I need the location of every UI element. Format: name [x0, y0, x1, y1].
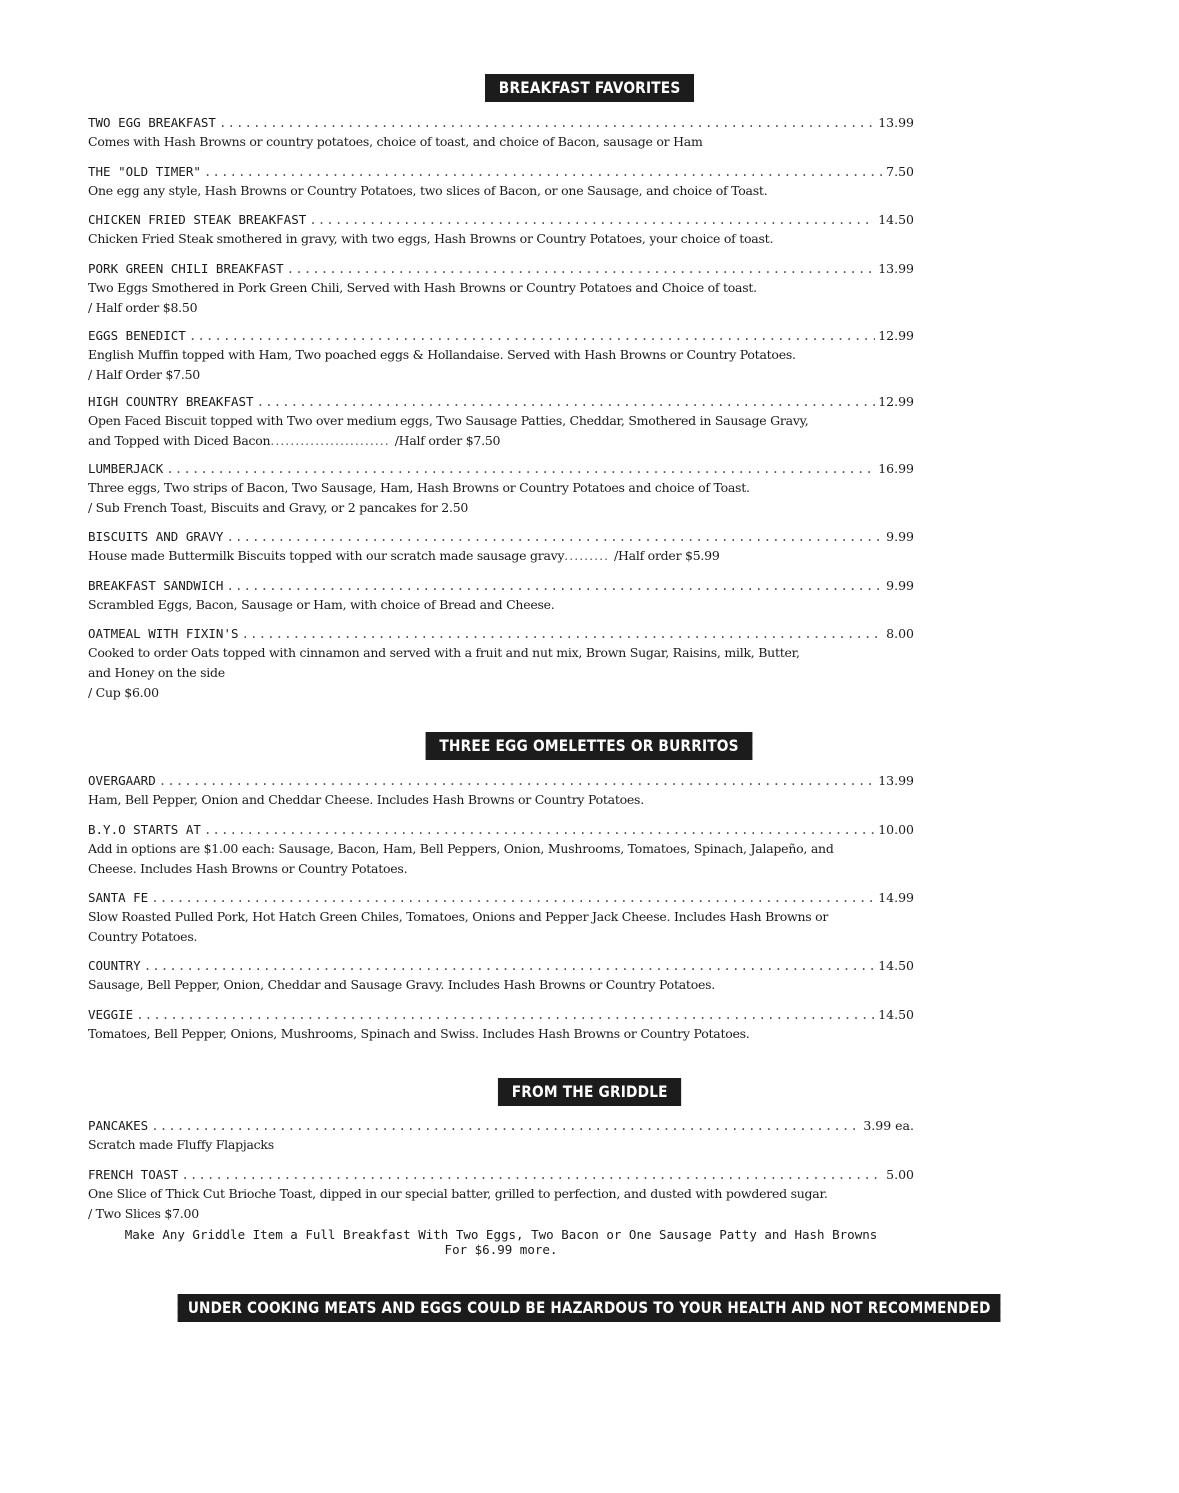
- menu-item: [88, 772, 914, 809]
- item-price: 12.99: [878, 328, 914, 343]
- menu-item: [88, 211, 914, 248]
- item-name: OVERGAARD: [88, 773, 156, 788]
- item-description: Ham, Bell Pepper, Onion and Cheddar Cheese. Includes Hash Browns or Country Potatoes.: [88, 792, 644, 807]
- item-description: Add in options are $1.00 each: Sausage, Bacon, Ham, Bell Peppers, Onion, Mushrooms, Tomatoes, Spinach, Jalapeño, and: [88, 841, 834, 856]
- menu-item: [88, 889, 914, 946]
- item-name: HIGH COUNTRY BREAKFAST: [88, 394, 254, 409]
- item-description: Slow Roasted Pulled Pork, Hot Hatch Green Chiles, Tomatoes, Onions and Pepper Jack Cheese. Includes Hash Browns or: [88, 909, 829, 924]
- item-description: House made Buttermilk Biscuits topped with our scratch made sausage gravy: [88, 548, 565, 563]
- section-title: FROM THE GRIDDLE: [498, 1078, 682, 1106]
- menu-item: HIGH COUNTRY BREAKFAST ..... 12.99 Open Faced Biscuit topped with Two over medium eggs, Two Sausage Patties, Cheddar, Smothered in Sausage Gravy, and Topped with Diced Bacon........................ /Half order $7.50: [88, 393, 914, 450]
- item-name: VEGGIE: [88, 1007, 134, 1022]
- item-description: Cooked to order Oats topped with cinnamon and served with a fruit and nut mix, Brown Sugar, Raisins, milk, Butter,: [88, 645, 800, 660]
- item-name: TWO EGG BREAKFAST: [88, 115, 216, 130]
- section-header-griddle: [0, 1078, 1179, 1106]
- item-name: PORK GREEN CHILI BREAKFAST: [88, 261, 284, 276]
- item-description-cont: and Topped with Diced Bacon: [88, 433, 271, 448]
- item-name: FRENCH TOAST: [88, 1167, 179, 1182]
- item-substitution: / Sub French Toast, Biscuits and Gravy, or 2 pancakes for 2.50: [88, 500, 469, 515]
- griddle-note: [88, 1227, 914, 1257]
- section-header-omelettes: [0, 732, 1179, 760]
- item-name: PANCAKES: [88, 1118, 149, 1133]
- item-price: 7.50: [886, 164, 914, 179]
- section-title: BREAKFAST FAVORITES: [485, 74, 694, 102]
- item-name: BREAKFAST SANDWICH: [88, 578, 224, 593]
- item-price: 14.50: [878, 212, 914, 227]
- item-description: One Slice of Thick Cut Brioche Toast, dipped in our special batter, grilled to perfection, and dusted with powdered sugar.: [88, 1186, 828, 1201]
- menu-item: [88, 260, 914, 317]
- item-description-cont: Country Potatoes.: [88, 929, 198, 944]
- item-price: 9.99: [886, 578, 914, 593]
- item-price: 14.50: [878, 958, 914, 973]
- item-description: English Muffin topped with Ham, Two poached eggs & Hollandaise. Served with Hash Browns or Country Potatoes.: [88, 347, 796, 362]
- item-name: THE "OLD TIMER": [88, 164, 201, 179]
- menu-item: [88, 1006, 914, 1043]
- menu-item: [88, 625, 914, 702]
- item-price: 8.00: [886, 626, 914, 641]
- item-two-slices: / Two Slices $7.00: [88, 1206, 199, 1221]
- griddle-note-line2: For $6.99 more.: [444, 1242, 558, 1257]
- item-price: 13.99: [878, 115, 914, 130]
- menu-item: [88, 1117, 914, 1154]
- item-name: LUMBERJACK: [88, 461, 164, 476]
- item-name: CHICKEN FRIED STEAK BREAKFAST: [88, 212, 307, 227]
- item-name: OATMEAL WITH FIXIN'S: [88, 626, 239, 641]
- menu-item: [88, 1166, 914, 1223]
- griddle-note-line1: Make Any Griddle Item a Full Breakfast With Two Eggs, Two Bacon or One Sausage Patty and Hash Browns: [124, 1227, 878, 1242]
- menu-item: [88, 957, 914, 994]
- item-description-cont: Cheese. Includes Hash Browns or Country Potatoes.: [88, 861, 408, 876]
- item-description: Three eggs, Two strips of Bacon, Two Sausage, Ham, Hash Browns or Country Potatoes and choice of Toast.: [88, 480, 750, 495]
- item-price: 14.50: [878, 1007, 914, 1022]
- item-price: 10.00: [878, 822, 914, 837]
- item-name: EGGS BENEDICT: [88, 328, 186, 343]
- item-price: 9.99: [886, 529, 914, 544]
- section-title: THREE EGG OMELETTES OR BURRITOS: [426, 732, 753, 760]
- item-name: B.Y.O STARTS AT: [88, 822, 201, 837]
- item-half-order: /Half order $7.50: [394, 433, 501, 448]
- item-description: Two Eggs Smothered in Pork Green Chili, Served with Hash Browns or Country Potatoes and Choice of toast.: [88, 280, 757, 295]
- item-price: 12.99: [878, 394, 914, 409]
- item-description: Comes with Hash Browns or country potatoes, choice of toast, and choice of Bacon, sausage or Ham: [88, 134, 703, 149]
- menu-item: [88, 327, 914, 384]
- item-name: SANTA FE: [88, 890, 149, 905]
- health-warning-text: UNDER COOKING MEATS AND EGGS COULD BE HAZARDOUS TO YOUR HEALTH AND NOT RECOMMENDED: [178, 1294, 1001, 1322]
- item-name: BISCUITS AND GRAVY: [88, 529, 224, 544]
- menu-item: [88, 163, 914, 200]
- item-price: 14.99: [878, 890, 914, 905]
- item-description: Sausage, Bell Pepper, Onion, Cheddar and Sausage Gravy. Includes Hash Browns or Country Potatoes.: [88, 977, 716, 992]
- health-warning: [0, 1294, 1179, 1322]
- item-half-order: / Half Order $7.50: [88, 367, 200, 382]
- item-half-order: / Half order $8.50: [88, 300, 198, 315]
- item-description: Tomatoes, Bell Pepper, Onions, Mushrooms, Spinach and Swiss. Includes Hash Browns or Country Potatoes.: [88, 1026, 750, 1041]
- item-half-order: /Half order $5.99: [614, 548, 720, 563]
- menu-item: BISCUITS AND GRAVY ..... 9.99 House made Buttermilk Biscuits topped with our scratch made sausage gravy......... /Half order $5.99: [88, 528, 914, 565]
- item-price: 16.99: [878, 461, 914, 476]
- item-name: COUNTRY: [88, 958, 141, 973]
- menu-item: [88, 114, 914, 151]
- item-description: One egg any style, Hash Browns or Country Potatoes, two slices of Bacon, or one Sausage, and choice of Toast.: [88, 183, 768, 198]
- item-price: 13.99: [878, 261, 914, 276]
- item-description: Scrambled Eggs, Bacon, Sausage or Ham, with choice of Bread and Cheese.: [88, 597, 555, 612]
- item-price: 3.99 ea.: [863, 1118, 914, 1133]
- menu-item: [88, 577, 914, 614]
- item-description: Chicken Fried Steak smothered in gravy, with two eggs, Hash Browns or Country Potatoes, your choice of toast.: [88, 231, 774, 246]
- item-description-cont: and Honey on the side: [88, 665, 225, 680]
- item-cup-option: / Cup $6.00: [88, 685, 159, 700]
- item-description: Open Faced Biscuit topped with Two over medium eggs, Two Sausage Patties, Cheddar, Smothered in Sausage Gravy,: [88, 413, 809, 428]
- item-description: Scratch made Fluffy Flapjacks: [88, 1137, 274, 1152]
- section-header-breakfast: [0, 74, 1179, 102]
- menu-item: [88, 460, 914, 517]
- item-price: 13.99: [878, 773, 914, 788]
- menu-item: [88, 821, 914, 878]
- item-price: 5.00: [886, 1167, 914, 1182]
